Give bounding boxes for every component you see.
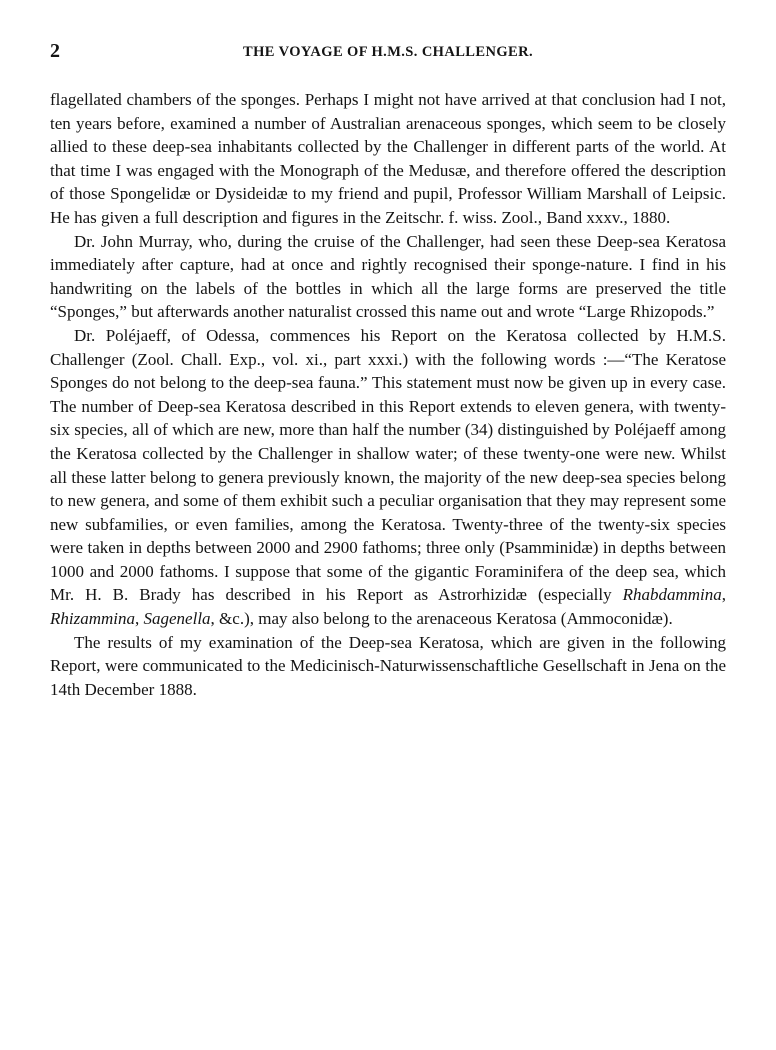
paragraph-3-text-b: , &c.), may also belong to the arenaceous Keratosa (Ammoconidæ). (210, 609, 673, 629)
page (50, 40, 726, 701)
body-text (50, 88, 726, 701)
paragraph-3-text-a: Dr. Poléjaeff, of Odessa, commences his Report on the Keratosa collected by H.M.S. Challenger (Zool. Chall. Exp., vol. xi., part xxxi.) with the following words :—“The Keratose Sponges do not belong to the deep-sea fauna.” This statement must now be given up in every case. The number of Deep-sea Keratosa described in this Report extends to eleven genera, with twenty-six species, all of which are new, more than half the number (34) distinguished by Poléjaeff among the Keratosa collected by the Challenger in shallow water; of these twenty-one were new. Whilst all these latter belong to genera previously known, the majority of the new deep-sea species belong to new genera, and some of them exhibit such a peculiar organisation that they may represent some new subfamilies, or even families, among the Keratosa. Twenty-three of the twenty-six species were taken in depths between 2000 and 2900 fathoms; three only (Psamminidæ) in depths between 1000 and 2000 fathoms. I suppose that some of the gigantic Foraminifera of the deep sea, which Mr. H. B. Brady has described in his Report as Astrorhizidæ (especially (50, 325, 726, 605)
separator-2: , (135, 609, 144, 629)
separator-1: , (721, 585, 726, 605)
page-header (50, 40, 726, 68)
paragraph-4: The results of my examination of the Deep-sea Keratosa, which are given in the following Report, were communicated to the Medicinisch-Naturwissenschaftliche Gesellschaft in Jena on the 14th December 1888. (50, 632, 726, 699)
genus-sagenella: Sagenella (143, 609, 211, 629)
paragraph-2: Dr. John Murray, who, during the cruise of the Challenger, had seen these Deep-sea Keratosa immediately after capture, had at once and rightly recognised their sponge-nature. I find in his handwriting on the labels of the bottles in which all the large forms are preserved the title “Sponges,” but afterwards another naturalist crossed this name out and wrote “Large Rhizopods.” (50, 231, 726, 322)
paragraph-3 (50, 324, 726, 631)
genus-rhabdammina: Rhabdammina (622, 585, 722, 605)
running-title: THE VOYAGE OF H.M.S. CHALLENGER. (243, 44, 533, 60)
page-number: 2 (50, 40, 60, 62)
genus-rhizammina: Rhizammina (50, 609, 135, 629)
paragraph-1: flagellated chambers of the sponges. Perhaps I might not have arrived at that conclusion had I not, ten years before, examined a number of Australian arenaceous sponges, which seem to be closely allied to these deep-sea inhabitants collected by the Challenger in different parts of the world. At that time I was engaged with the Monograph of the Medusæ, and therefore offered the description of those Spongelidæ or Dysideidæ to my friend and pupil, Professor William Marshall of Leipsic. He has given a full description and figures in the Zeitschr. f. wiss. Zool., Band xxxv., 1880. (50, 90, 726, 227)
